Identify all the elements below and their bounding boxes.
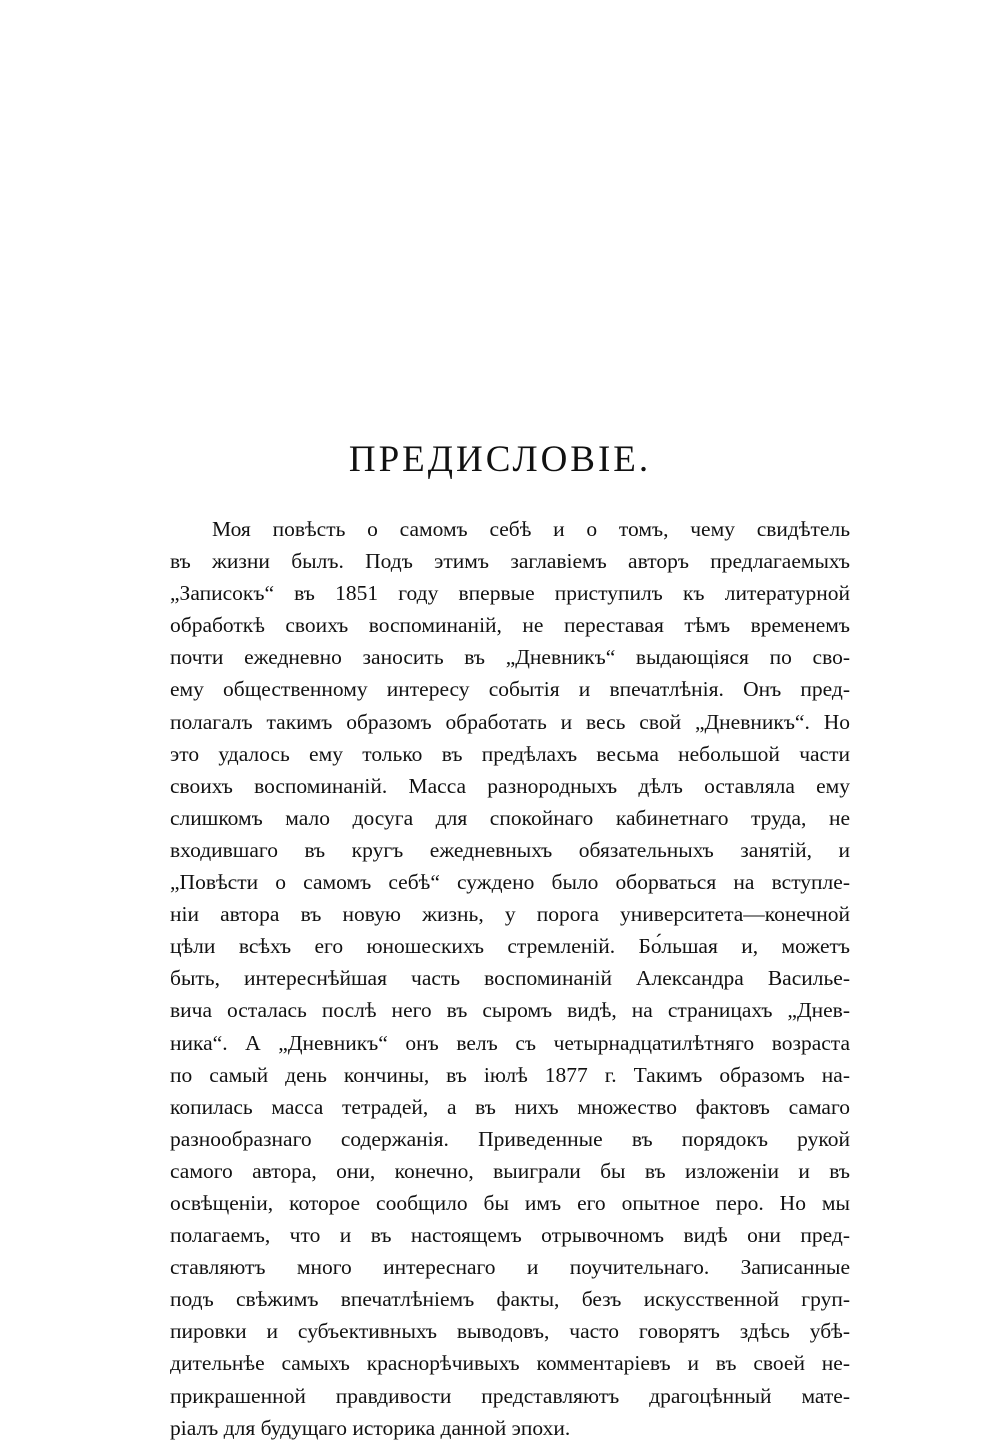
text-line: быть, интереснѣйшая часть воспоминаній Александра Василье- [170, 966, 850, 991]
text-line: „Повѣсти о самомъ себѣ“ суждено было оборваться на вступле- [170, 870, 850, 895]
text-line: вича осталась послѣ него въ сыромъ видѣ, на страницахъ „Днев- [170, 998, 850, 1023]
text-line: обработкѣ своихъ воспоминаній, не переставая тѣмъ временемъ [170, 613, 850, 638]
text-line: въ жизни былъ. Подъ этимъ заглавіемъ авторъ предлагаемыхъ [170, 549, 850, 574]
text-line: ника“. А „Дневникъ“ онъ велъ съ четырнадцатилѣтняго возраста [170, 1030, 850, 1055]
text-line: Моя повѣсть о самомъ себѣ и о томъ, чему свидѣтель [212, 517, 850, 541]
text-line: входившаго въ кругъ ежедневныхъ обязательныхъ занятій, и [170, 837, 850, 862]
text-line: разнообразнаго содержанія. Приведенные въ порядокъ рукой [170, 1126, 850, 1151]
text-line: копилась масса тетрадей, а въ нихъ множество фактовъ самаго [170, 1094, 850, 1119]
text-line: полагаемъ, что и въ настоящемъ отрывочномъ видѣ они пред- [170, 1223, 850, 1248]
text-line: освѣщеніи, которое сообщило бы имъ его опытное перо. Но мы [170, 1190, 850, 1215]
text-line: своихъ воспоминаній. Масса разнородныхъ дѣлъ оставляла ему [170, 773, 850, 798]
text-line: по самый день кончины, въ іюлѣ 1877 г. Такимъ образомъ на- [170, 1062, 850, 1087]
text-line: прикрашенной правдивости представляютъ драгоцѣнный мате- [170, 1383, 850, 1408]
preface-paragraph [170, 513, 850, 1444]
text-line: это удалось ему только въ предѣлахъ весьма небольшой части [170, 741, 850, 766]
text-line: слишкомъ мало досуга для спокойнаго кабинетнаго труда, не [170, 805, 850, 830]
text-line: „Записокъ“ въ 1851 году впервые приступилъ къ литературной [170, 581, 850, 606]
text-line: самого автора, они, конечно, выиграли бы въ изложеніи и въ [170, 1158, 850, 1183]
text-line: ріалъ для будущаго историка данной эпохи. [170, 1415, 571, 1440]
text-line: цѣли всѣхъ его юношескихъ стремленій. Бо́льшая и, можетъ [170, 934, 850, 959]
text-line: ставляютъ много интереснаго и поучительнаго. Записанные [170, 1255, 850, 1280]
text-line: подъ свѣжимъ впечатлѣніемъ факты, безъ искусственной груп- [170, 1287, 850, 1312]
text-line: почти ежедневно заносить въ „Дневникъ“ выдающіяся по сво- [170, 645, 850, 670]
text-line: дительнѣе самыхъ краснорѣчивыхъ комментаріевъ и въ своей не- [170, 1351, 850, 1376]
text-line: ніи автора въ новую жизнь, у порога университета—конечной [170, 902, 850, 927]
text-line: полагалъ такимъ образомъ обработать и весь свой „Дневникъ“. Но [170, 709, 850, 734]
page-title: ПРЕДИСЛОВІЕ. [348, 439, 652, 480]
text-line: пировки и субъективныхъ выводовъ, часто говорятъ здѣсь убѣ- [170, 1319, 850, 1344]
text-line: ему общественному интересу событія и впечатлѣнія. Онъ пред- [170, 677, 850, 702]
